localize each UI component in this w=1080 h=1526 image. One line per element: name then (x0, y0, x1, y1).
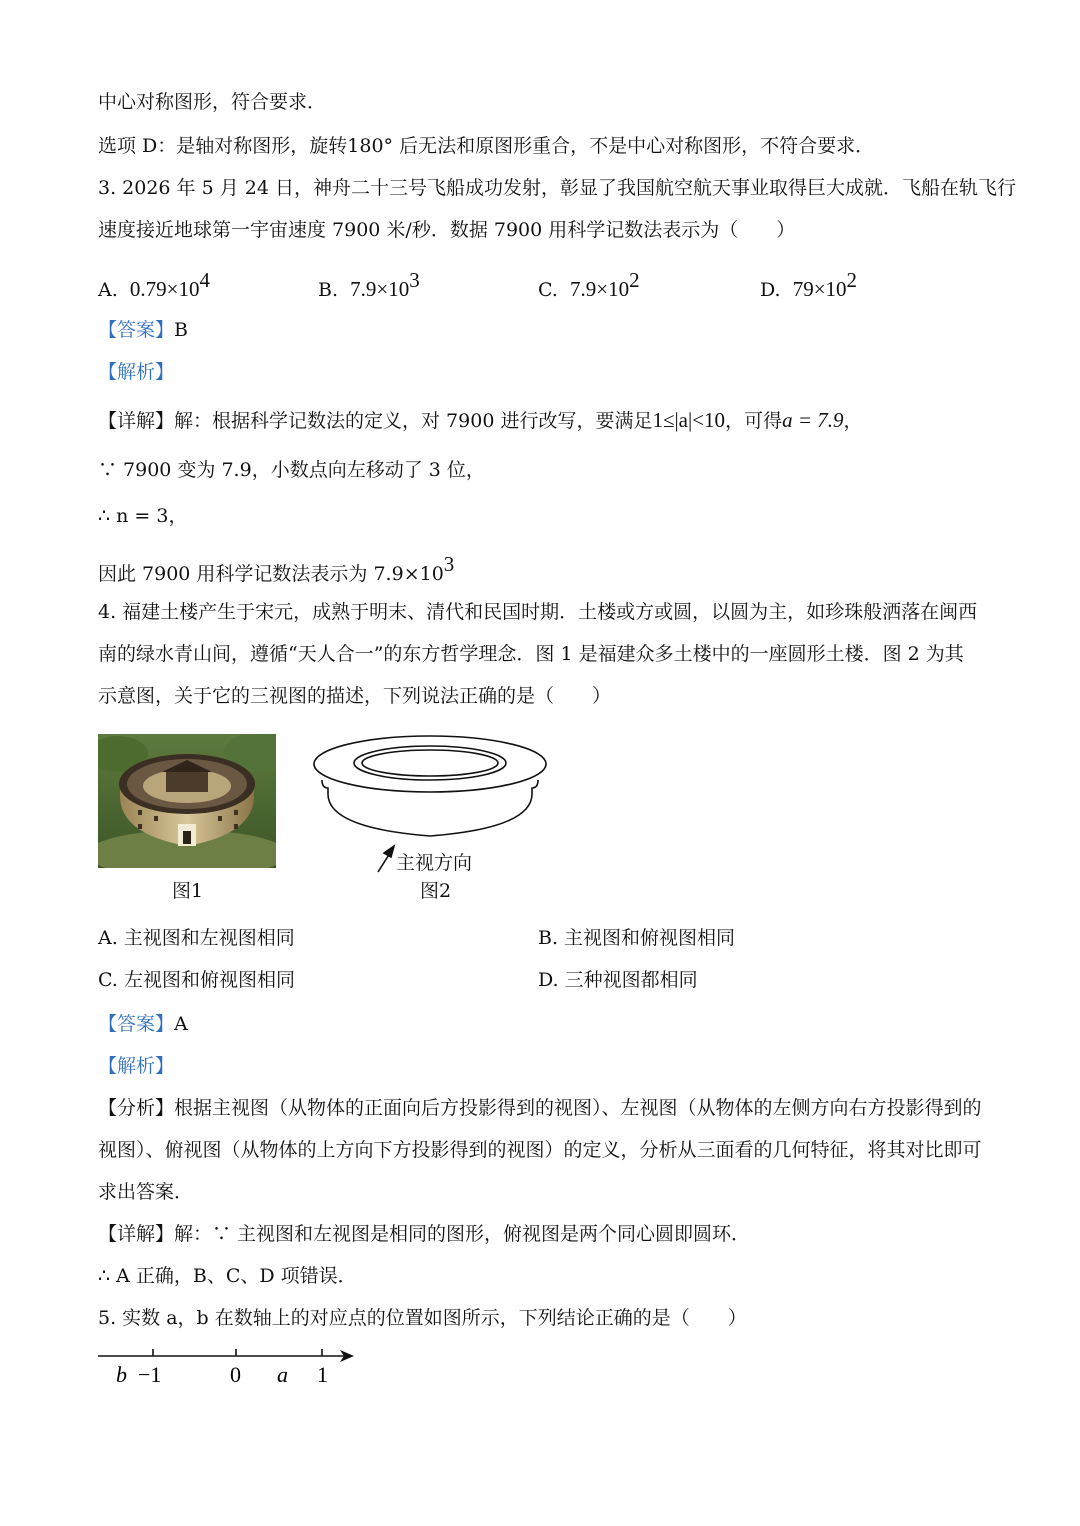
option-b: B. 主视图和俯视图相同 (538, 927, 736, 949)
fenxi-line: 视图）、俯视图（从物体的上方向下方投影得到的视图）的定义，分析从三面看的几何特征，将其对比即可 (98, 1139, 982, 1161)
option-a: A. $0.79\times 10^4$ (98, 268, 210, 301)
figure-1-caption: 图1 (172, 880, 204, 902)
option-b: B. $7.9\times 10^3$ (318, 268, 420, 301)
detail-line: 【详解】解：根据科学记数法的定义，对 7900 进行改写，要满足1≤|a|<10，可得a = 7.9， (98, 408, 863, 432)
analysis-tag: 【解析】 (98, 1055, 175, 1077)
tulou-photo (98, 734, 276, 868)
question-3-text: 3. 2026 年 5 月 24 日，神舟二十三号飞船成功发射，彰显了我国航空航天事业取得巨大成就．飞船在轨飞行 (98, 177, 1016, 199)
view-direction-label: 主视方向 (396, 852, 473, 874)
detail-tag: 【详解】 (98, 410, 175, 432)
label-one: 1 (317, 1362, 328, 1387)
question-4-text: 示意图，关于它的三视图的描述，下列说法正确的是（ ） (98, 685, 612, 707)
option-d: D. 三种视图都相同 (538, 969, 698, 991)
option-c: C. 左视图和俯视图相同 (98, 969, 295, 991)
conclusion-line: ∴ A 正确，B、C、D 项错误． (98, 1265, 357, 1287)
analysis-tag: 【解析】 (98, 361, 175, 383)
fenxi-line: 求出答案． (98, 1181, 194, 1203)
answer-tag: 【答案】 (98, 1013, 175, 1035)
question-4-text: 南的绿水青山间，遵循“天人合一”的东方哲学理念．图 1 是福建众多土楼中的一座圆形土楼．图 2 为其 (98, 643, 964, 665)
label-zero: 0 (230, 1362, 241, 1387)
result-formula: a = 7.9 (782, 408, 844, 432)
option-d: D. $79\times 10^2$ (760, 268, 858, 301)
answer-line (98, 1010, 188, 1038)
question-4-text: 4. 福建土楼产生于宋元，成熟于明末、清代和民国时期．土楼或方或圆，以圆为主，如珍珠般洒落在闽西 (98, 601, 978, 623)
detail-tag: 【详解】 (98, 1223, 175, 1245)
answer-value: A (174, 1013, 188, 1035)
label-a: a (277, 1362, 288, 1387)
number-line (96, 1344, 360, 1390)
text-line: 选项 D：是轴对称图形，旋转180° 后无法和原图形重合，不是中心对称图形，不符合要求． (98, 135, 875, 157)
option-a: A. 主视图和左视图相同 (98, 927, 295, 949)
fenxi-tag: 【分析】 (98, 1097, 175, 1119)
step-line: ∵ 7900 变为 7.9，小数点向左移动了 3 位， (98, 459, 485, 481)
question-3-text: 速度接近地球第一宇宙速度 7900 米/秒．数据 7900 用科学记数法表示为（ ） (98, 219, 796, 241)
question-5-text: 5. 实数 a，b 在数轴上的对应点的位置如图所示，下列结论正确的是（ ） (98, 1307, 747, 1329)
answer-tag: 【答案】 (98, 319, 175, 341)
answer-line (98, 316, 188, 344)
condition-formula: 1≤|a|<10 (652, 408, 726, 432)
label-b: b (116, 1362, 127, 1387)
fenxi-line: 【分析】根据主视图（从物体的正面向后方投影得到的视图）、左视图（从物体的左侧方向右方投影得到的 (98, 1097, 982, 1119)
figure-2-caption: 图2 (420, 880, 452, 902)
answer-value: B (174, 319, 188, 341)
detail-line: 【详解】解：∵ 主视图和左视图是相同的图形，俯视图是两个同心圆即圆环． (98, 1223, 751, 1245)
label-neg1: −1 (138, 1362, 162, 1387)
text-line: 中心对称图形，符合要求． (98, 91, 327, 113)
step-line: 因此 7900 用科学记数法表示为 $7.9\times 10^3$ (98, 552, 455, 585)
option-c: C. $7.9\times 10^2$ (538, 268, 640, 301)
step-line: ∴ n = 3， (98, 505, 188, 527)
